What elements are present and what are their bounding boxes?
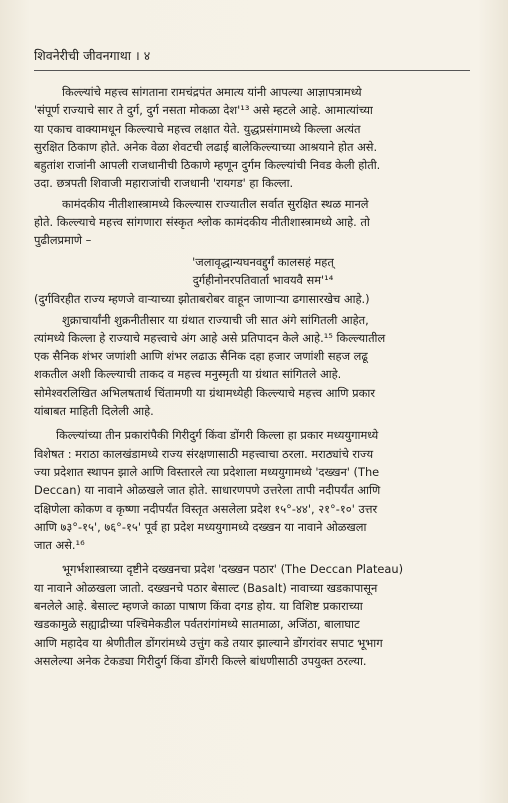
text-line: Deccan) या नावाने ओळखले जात होते. साधारणपणे उत्तरेला तापी नदीपर्यंत आणि	[34, 483, 381, 498]
paragraph-4	[34, 311, 470, 421]
text-line: पुढीलप्रमाणे –	[34, 233, 92, 248]
text-line: शकतील अशी किल्ल्याची ताकद व महत्त्व मनुस्मृती या ग्रंथात सांगितले आहे.	[34, 367, 342, 382]
page-body	[34, 83, 470, 670]
text-line: (दुर्गविरहीत राज्य म्हणजे वाऱ्याच्या झोताबरोबर वाहून जाणाऱ्या ढगासारखेच आहे.)	[34, 292, 370, 307]
text-line: यांबाबत माहिती दिलेली आहे.	[34, 404, 154, 419]
text-line: सोमेश्वरलिखित अभिलषतार्थ चिंतामणी या ग्रंथामध्येही किल्ल्याचे महत्त्व आणि प्रकार	[34, 385, 376, 400]
shloka-line: दुर्गहीनोनरपतिवार्ता भावयवै सम'¹⁴	[192, 272, 334, 287]
text-line: भूगर्भशास्त्राच्या दृष्टीने दख्खनचा प्रदेश 'दख्खन पठार' (The Deccan Plateau)	[62, 562, 404, 577]
text-line: कामंदकीय नीतीशास्त्रामध्ये किल्ल्यास राज्यातील सर्वात सुरक्षित स्थळ मानले	[62, 196, 369, 211]
text-line: उदा. छत्रपती शिवाजी महाराजांची राजधानी 'रायगड' हा किल्ला.	[34, 176, 294, 191]
paragraph-2	[34, 195, 470, 250]
text-line: दक्षिणेला कोकण व कृष्णा नदीपर्यंत विस्तृत असलेला प्रदेश १५°-४४', २१°-१०' उत्तर	[34, 501, 378, 516]
text-line: आणि ७३°-१५', ७६°-१५' पूर्व हा प्रदेश मध्ययुगामध्ये दख्खन या नावाने ओळखला	[34, 519, 367, 534]
paragraph-1	[34, 83, 470, 193]
text-line: विशेषत : मराठा कालखंडामध्ये राज्य संरक्षणासाठी महत्त्वाचा ठरला. मराठ्यांचे राज्य	[34, 446, 374, 461]
text-line: बहुतांश राजांनी आपली राजधानीची ठिकाणे म्हणून दुर्गम किल्ल्यांची निवड केली होती.	[34, 158, 381, 173]
text-line: खडकामुळे सह्याद्रीच्या पश्चिमेकडील पर्वतरांगांमध्ये सातमाळा, अजिंठा, बालाघाट	[34, 617, 360, 632]
text-line: जात असे.¹⁶	[34, 538, 85, 553]
text-line: त्यांमध्ये किल्ला हे राज्याचे महत्त्वाचे अंग आहे असे प्रतिपादन केले आहे.¹⁵ किल्ल्यातील	[34, 330, 386, 345]
text-line: बनलेले आहे. बेसाल्ट म्हणजे काळा पाषाण किंवा दगड होय. या विशिष्ट प्रकाराच्या	[34, 599, 363, 614]
text-line: या नावाने ओळखला जातो. दख्खनचे पठार बेसाल्ट (Basalt) नावाच्या खडकापासून	[34, 580, 378, 595]
paragraph-3	[34, 290, 470, 308]
text-line: असलेल्या अनेक टेकड्या गिरीदुर्ग किंवा डोंगरी किल्ले बांधणीसाठी उपयुक्त ठरल्या.	[34, 653, 367, 668]
text-line: आणि महादेव या श्रेणीतील डोंगरांमध्ये उत्तुंग कडे तयार झाल्याने डोंगरांवर सपाट भूभाग	[34, 635, 383, 650]
sanskrit-shloka	[34, 253, 470, 290]
text-line: शुक्राचार्यांनी शुक्रनीतीसार या ग्रंथात राज्याची जी सात अंगे सांगितली आहेत,	[62, 312, 369, 327]
text-line: या एकाच वाक्यामधून किल्ल्याचे महत्त्व लक्षात येते. युद्धप्रसंगामध्ये किल्ला अत्यंत	[34, 121, 361, 136]
text-line: 'संपूर्ण राज्याचे सार ते दुर्ग, दुर्ग नसता मोकळा देश'¹³ असे म्हटले आहे. आमात्यांच्या	[34, 103, 373, 118]
text-line: किल्ल्यांचे महत्त्व सांगताना रामचंद्रपंत अमात्य यांनी आपल्या आज्ञापत्रामध्ये	[62, 85, 362, 99]
running-header: शिवनेरीची जीवनगाथा । ४	[34, 48, 151, 63]
shloka-line: 'जलावृद्धान्यघनवद्दुर्गं कालसहं महत्	[192, 254, 334, 269]
text-line: सुरक्षित ठिकाण होते. अनेक वेळा शेवटची लढाई बालेकिल्ल्याच्या आश्रयाने होत असे.	[34, 139, 378, 154]
paragraph-6	[34, 560, 470, 670]
text-line: ज्या प्रदेशात स्थापन झाले आणि विस्तारले त्या प्रदेशाला मध्ययुगामध्ये 'दख्खन' (The	[34, 464, 380, 479]
text-line: होते. किल्ल्याचे महत्त्व सांगणारा संस्कृत श्लोक कामंदकीय नीतीशास्त्रामध्ये आहे. तो	[34, 215, 370, 230]
text-line: एक सैनिक शंभर जणांशी आणि शंभर लढाऊ सैनिक दहा हजार जणांशी सहज लढू	[34, 349, 368, 364]
header-rule	[34, 70, 470, 71]
paragraph-5	[34, 426, 470, 554]
text-line: किल्ल्यांच्या तीन प्रकारांपैकी गिरीदुर्ग किंवा डोंगरी किल्ला हा प्रकार मध्ययुगामध्ये	[56, 428, 379, 443]
